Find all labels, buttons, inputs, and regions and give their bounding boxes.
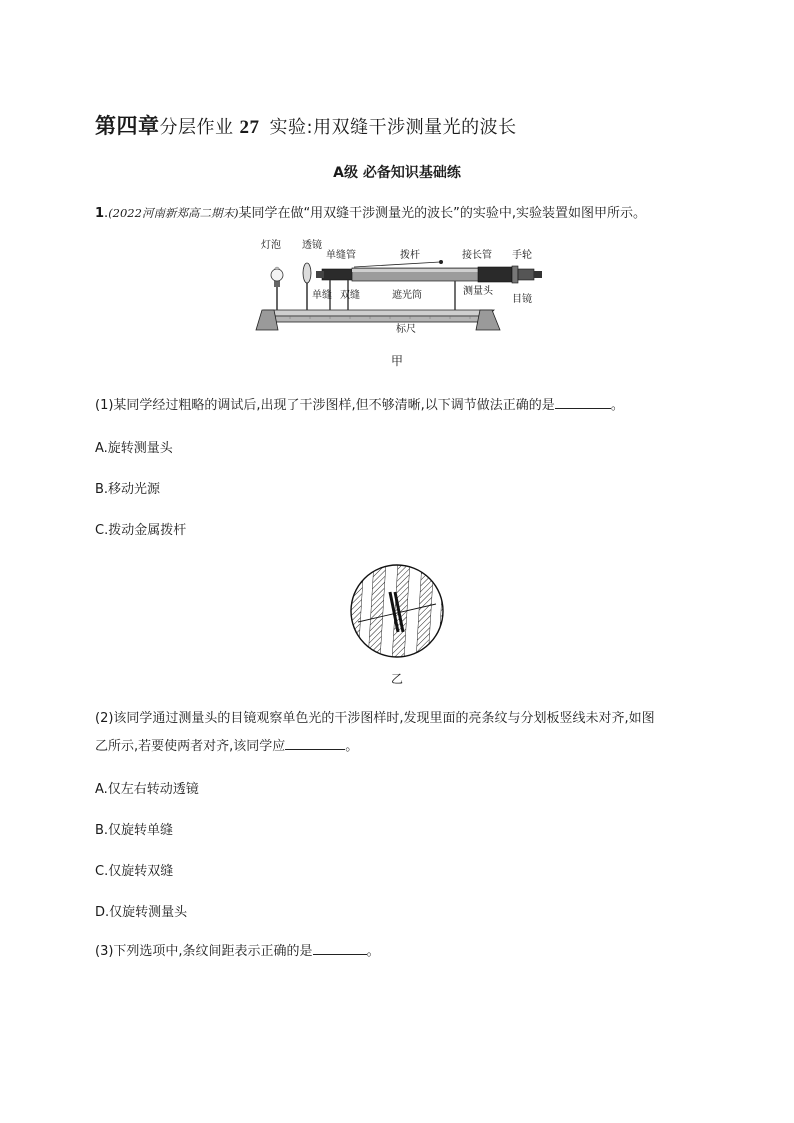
sub-question-2-line1: (2)该同学通过测量头的目镜观察单色光的干涉图样时,发现里面的亮条纹与分划板竖线未对齐,如图 — [95, 711, 655, 726]
sub2-line2-text: 乙所示,若要使两者对齐,该同学应 — [95, 739, 286, 754]
single-slit-tube — [322, 269, 352, 280]
lens — [303, 263, 311, 310]
optical-bench — [256, 310, 500, 330]
option-2d: D.仅旋转测量头 — [95, 905, 188, 920]
level-heading: A级 必备知识基础练 — [333, 165, 461, 181]
label-lever: 拨杆 — [400, 250, 420, 261]
label-extension-tube: 接长管 — [462, 250, 492, 261]
extension-tube — [478, 267, 512, 282]
option-1c: C.拨动金属拨杆 — [95, 523, 187, 538]
sub3-end: 。 — [366, 944, 380, 959]
answer-blank-1[interactable] — [555, 396, 611, 409]
label-measuring-head: 测量头 — [463, 286, 493, 297]
option-2a: A.仅左右转动透镜 — [95, 782, 199, 797]
work-number: 27 — [239, 117, 260, 138]
sub-question-2-line2 — [95, 737, 358, 757]
topic-title: 实验:用双缝干涉测量光的波长 — [269, 117, 517, 138]
sub1-stem: (1)某同学经过粗略的调试后,出现了干涉图样,但不够清晰,以下调节做法正确的是 — [95, 398, 555, 413]
option-2c: C.仅旋转双缝 — [95, 864, 174, 879]
work-label: 分层作业 — [159, 117, 234, 138]
page-title — [95, 110, 517, 140]
question-number: 1 — [95, 206, 105, 221]
label-light-shield-tube: 遮光筒 — [392, 290, 422, 301]
question-source: (2022河南新郑高二期末) — [108, 206, 239, 220]
answer-blank-3[interactable] — [313, 942, 367, 955]
label-bulb: 灯泡 — [261, 240, 281, 251]
sub1-end: 。 — [610, 398, 624, 413]
label-single-slit-tube: 单缝管 — [326, 250, 356, 261]
single-slit — [316, 271, 324, 278]
label-scale-bar: 标尺 — [396, 324, 416, 335]
figure-jia-caption: 甲 — [390, 354, 403, 368]
question-text: 某同学在做“用双缝干涉测量光的波长”的实验中,实验装置如图甲所示。 — [238, 206, 647, 221]
measuring-head — [518, 269, 534, 280]
answer-blank-2[interactable] — [285, 737, 345, 750]
question-dot: . — [104, 206, 109, 221]
figure-jia-apparatus — [250, 236, 550, 340]
lever[interactable] — [354, 262, 440, 267]
option-1a: A.旋转测量头 — [95, 441, 173, 456]
label-single-slit: 单缝 — [312, 290, 332, 301]
chapter-label: 第四章 — [95, 114, 160, 138]
figure-yi-caption: 乙 — [390, 672, 403, 686]
label-handwheel: 手轮 — [512, 250, 532, 261]
label-eyepiece: 目镜 — [512, 294, 532, 305]
handwheel[interactable] — [512, 266, 518, 283]
bulb — [271, 267, 283, 310]
figure-yi-field-of-view — [348, 562, 446, 660]
label-lens: 透镜 — [302, 240, 322, 251]
label-double-slit: 双缝 — [340, 290, 360, 301]
option-2b: B.仅旋转单缝 — [95, 823, 174, 838]
question-1-stem — [95, 203, 646, 224]
sub3-stem: (3)下列选项中,条纹间距表示正确的是 — [95, 944, 313, 959]
sub-question-1 — [95, 396, 624, 416]
sub-question-3 — [95, 942, 380, 962]
sub2-end: 。 — [345, 739, 359, 754]
eyepiece — [534, 271, 542, 278]
option-1b: B.移动光源 — [95, 482, 161, 497]
